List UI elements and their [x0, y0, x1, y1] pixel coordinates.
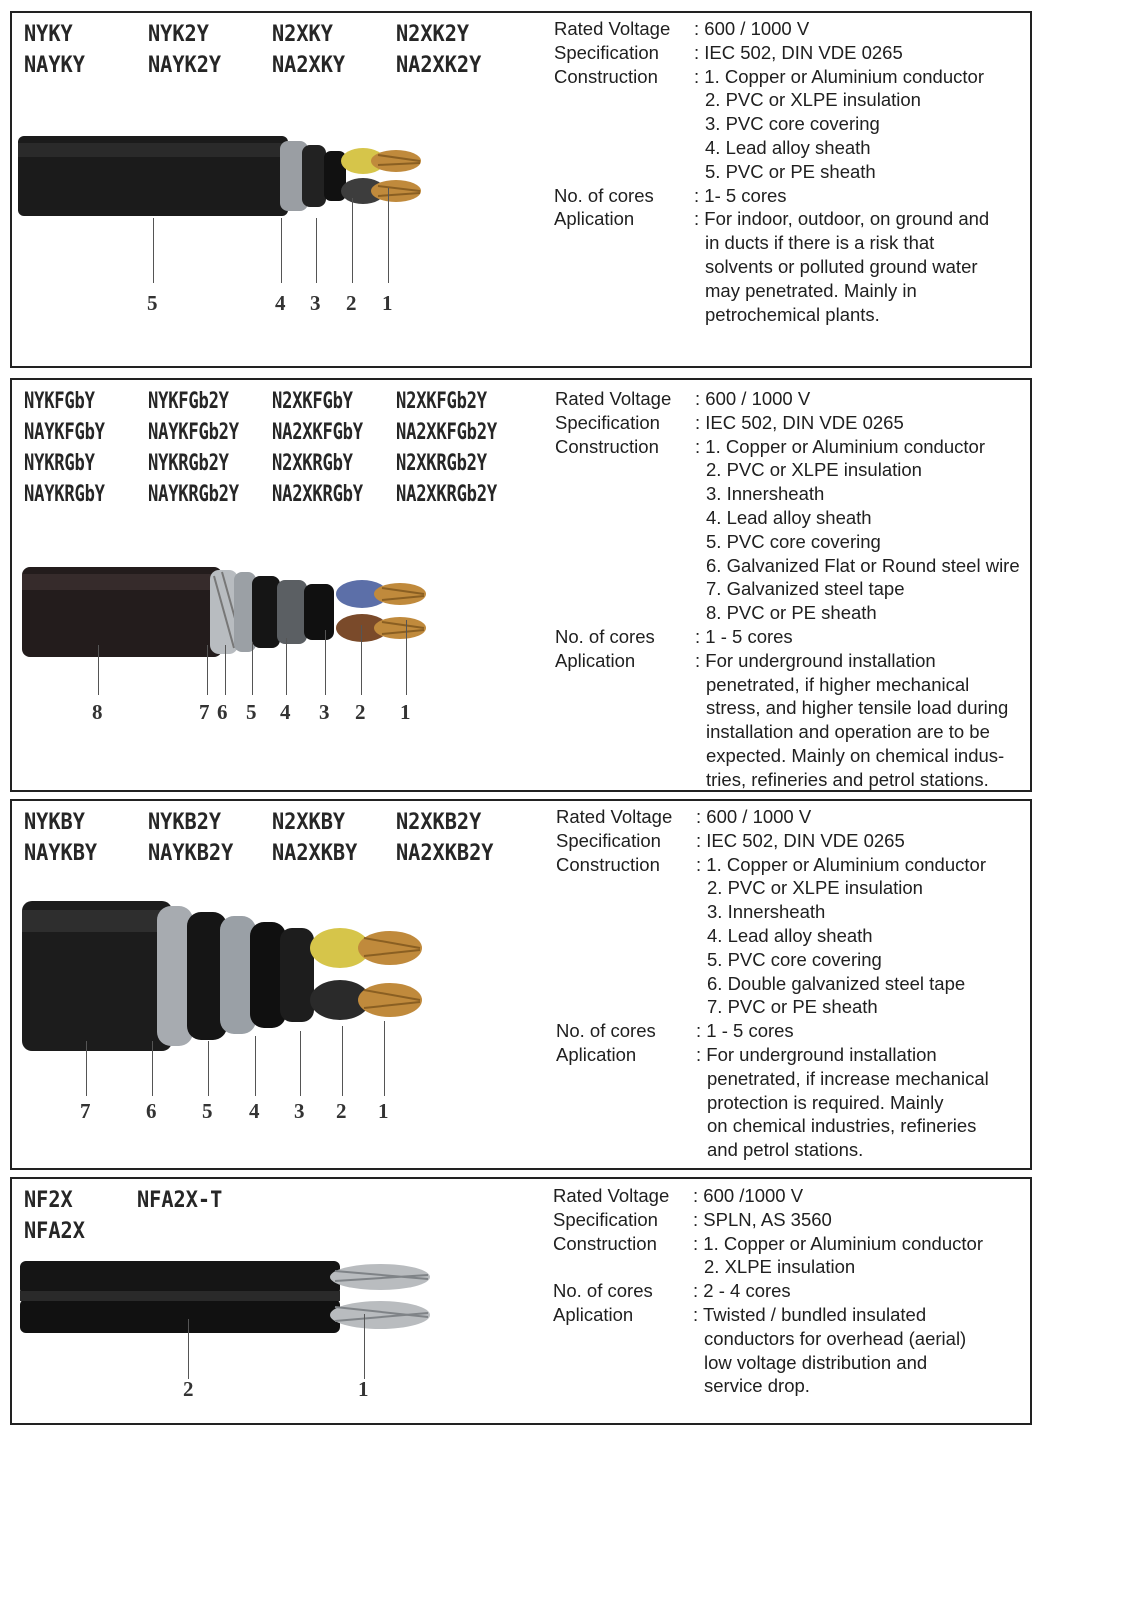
rated-voltage-label: Rated Voltage	[555, 388, 672, 409]
construction-item: 3. PVC core covering	[705, 113, 880, 135]
spec-table	[556, 805, 989, 1162]
application-label: Aplication	[555, 649, 636, 671]
layer-number: 3	[310, 291, 321, 315]
type-code: NAYKBY	[24, 841, 98, 866]
type-code: NA2XKRGbY	[272, 482, 363, 507]
spec-table	[553, 1184, 983, 1398]
rated-voltage-value: : 600 / 1000 V	[695, 388, 811, 409]
application-line: : For underground installation	[695, 649, 936, 671]
cable-cross-section-image	[22, 896, 442, 1056]
layer-number: 1	[400, 700, 411, 724]
application-line: penetrated, if increase mechanical	[707, 1067, 989, 1089]
spec-table	[555, 387, 1020, 792]
layer-number: 2	[355, 700, 366, 724]
layer-number: 6	[217, 700, 228, 724]
type-code: NYKFGb2Y	[148, 389, 229, 414]
layer-number: 7	[80, 1099, 91, 1123]
application-line: : For indoor, outdoor, on ground and	[694, 208, 990, 230]
layer-number: 2	[346, 291, 357, 315]
construction-item: 5. PVC or PE sheath	[705, 160, 876, 182]
type-code: N2XKFGbY	[272, 389, 353, 414]
layer-number: 4	[249, 1099, 260, 1123]
construction-item: 4. Lead alloy sheath	[706, 506, 872, 528]
layer-number: 2	[336, 1099, 347, 1123]
type-code: NA2XKFGb2Y	[396, 420, 497, 445]
cores-label: No. of cores	[556, 1020, 656, 1042]
application-line: installation and operation are to be	[706, 721, 990, 743]
type-code: NAYKFGb2Y	[148, 420, 239, 445]
cores-value: : 1 - 5 cores	[695, 625, 793, 647]
application-line: and petrol stations.	[707, 1139, 864, 1161]
application-label: Aplication	[554, 208, 635, 230]
type-code: NYKB2Y	[148, 810, 222, 835]
construction-item: 4. Lead alloy sheath	[707, 924, 873, 946]
type-code: N2XKY	[272, 22, 333, 47]
application-line: penetrated, if higher mechanical	[706, 673, 970, 695]
rated-voltage-value: : 600 /1000 V	[693, 1185, 804, 1206]
application-line: low voltage distribution and	[704, 1351, 928, 1373]
type-codes	[24, 807, 520, 869]
type-code: NAYKFGbY	[24, 420, 105, 445]
construction-item: 5. PVC core covering	[706, 530, 881, 552]
construction-item: 7. Galvanized steel tape	[706, 578, 905, 600]
specification-label: Specification	[553, 1208, 658, 1230]
application-line: expected. Mainly on chemical indus-	[706, 744, 1005, 766]
type-code: NA2XKY	[272, 53, 346, 78]
type-code: N2XKB2Y	[396, 810, 482, 835]
application-label: Aplication	[556, 1043, 637, 1065]
layer-number: 6	[146, 1099, 157, 1123]
layer-number: 5	[147, 291, 158, 315]
specification-label: Specification	[555, 411, 660, 433]
type-codes	[24, 386, 520, 510]
specification-value: : IEC 502, DIN VDE 0265	[694, 41, 903, 63]
application-line: conductors for overhead (aerial)	[704, 1327, 967, 1349]
layer-number: 5	[246, 700, 257, 724]
type-code: NA2XK2Y	[396, 53, 482, 78]
layer-number: 4	[275, 291, 286, 315]
cable-panel-1	[10, 11, 1032, 368]
application-line: service drop.	[704, 1375, 810, 1397]
type-code: NYKRGb2Y	[148, 451, 229, 476]
application-line: in ducts if there is a risk that	[705, 232, 935, 254]
cable-panel-2	[10, 378, 1032, 792]
cable-cross-section-image	[20, 1257, 440, 1337]
type-code: N2XK2Y	[396, 22, 470, 47]
layer-number: 7	[199, 700, 210, 724]
cores-label: No. of cores	[555, 625, 655, 647]
specification-label: Specification	[554, 41, 659, 63]
cores-label: No. of cores	[553, 1280, 653, 1302]
layer-number: 4	[280, 700, 291, 724]
application-line: : Twisted / bundled insulated	[693, 1303, 927, 1325]
type-code: NA2XKBY	[272, 841, 358, 866]
construction-label: Construction	[556, 853, 660, 875]
layer-number: 8	[92, 700, 103, 724]
construction-label: Construction	[553, 1232, 657, 1254]
type-code: NYKFGbY	[24, 389, 95, 414]
type-code: NF2X	[24, 1188, 73, 1213]
construction-item: : 1. Copper or Aluminium conductor	[696, 853, 986, 875]
rated-voltage-label: Rated Voltage	[556, 806, 673, 827]
specification-label: Specification	[556, 829, 661, 851]
rated-voltage-label: Rated Voltage	[553, 1185, 670, 1206]
cable-cross-section-image	[18, 131, 438, 221]
specification-value: : IEC 502, DIN VDE 0265	[695, 411, 904, 433]
construction-label: Construction	[554, 65, 658, 87]
construction-item: 2. PVC or XLPE insulation	[707, 877, 923, 899]
application-label: Aplication	[553, 1303, 634, 1325]
type-code: NFA2X-T	[137, 1188, 223, 1213]
construction-item: 3. Innersheath	[706, 483, 825, 505]
type-code: NYKBY	[24, 810, 85, 835]
rated-voltage-value: : 600 / 1000 V	[694, 18, 810, 39]
construction-item: 2. XLPE insulation	[704, 1256, 856, 1278]
type-code: NYKY	[24, 22, 73, 47]
application-line: : For underground installation	[696, 1043, 937, 1065]
type-code: NYK2Y	[148, 22, 209, 47]
layer-number: 1	[378, 1099, 389, 1123]
cable-panel-4	[10, 1177, 1032, 1425]
type-code: NAYKB2Y	[148, 841, 234, 866]
type-code: NA2XKRGb2Y	[396, 482, 497, 507]
construction-item: 6. Double galvanized steel tape	[707, 972, 966, 994]
layer-number: 1	[382, 291, 393, 315]
type-code: NAYKRGbY	[24, 482, 105, 507]
construction-item: 4. Lead alloy sheath	[705, 136, 871, 158]
cable-panel-3	[10, 799, 1032, 1170]
type-codes	[24, 1185, 261, 1247]
application-line: stress, and higher tensile load during	[706, 697, 1009, 719]
cores-value: : 2 - 4 cores	[693, 1280, 791, 1302]
application-line: tries, refineries and petrol stations.	[706, 768, 989, 790]
layer-number: 1	[358, 1377, 369, 1401]
construction-item: : 1. Copper or Aluminium conductor	[693, 1232, 983, 1254]
type-code: N2XKBY	[272, 810, 346, 835]
cores-value: : 1 - 5 cores	[696, 1020, 794, 1042]
type-code: NFA2X	[24, 1219, 85, 1244]
spec-table	[554, 17, 989, 326]
application-line: on chemical industries, refineries	[707, 1115, 977, 1137]
construction-item: : 1. Copper or Aluminium conductor	[694, 65, 984, 87]
construction-item: 6. Galvanized Flat or Round steel wire	[706, 554, 1020, 576]
type-code: N2XKRGb2Y	[396, 451, 487, 476]
type-code: N2XKFGb2Y	[396, 389, 487, 414]
cores-label: No. of cores	[554, 184, 654, 206]
layer-number: 3	[294, 1099, 305, 1123]
type-code: NAYKY	[24, 53, 85, 78]
construction-label: Construction	[555, 435, 659, 457]
application-line: may penetrated. Mainly in	[705, 279, 917, 301]
construction-item: : 1. Copper or Aluminium conductor	[695, 435, 985, 457]
cable-cross-section-image	[22, 562, 442, 662]
type-code: NAYKRGb2Y	[148, 482, 239, 507]
type-codes	[24, 19, 520, 81]
layer-number: 5	[202, 1099, 213, 1123]
rated-voltage-label: Rated Voltage	[554, 18, 671, 39]
construction-item: 2. PVC or XLPE insulation	[705, 89, 921, 111]
type-code: NAYK2Y	[148, 53, 222, 78]
application-line: petrochemical plants.	[705, 303, 880, 325]
type-code: N2XKRGbY	[272, 451, 353, 476]
construction-item: 5. PVC core covering	[707, 948, 882, 970]
type-code: NA2XKB2Y	[396, 841, 494, 866]
application-line: protection is required. Mainly	[707, 1091, 944, 1113]
specification-value: : IEC 502, DIN VDE 0265	[696, 829, 905, 851]
construction-item: 7. PVC or PE sheath	[707, 996, 878, 1018]
specification-value: : SPLN, AS 3560	[693, 1208, 832, 1230]
cores-value: : 1- 5 cores	[694, 184, 787, 206]
construction-item: 3. Innersheath	[707, 901, 826, 923]
layer-number: 2	[183, 1377, 194, 1401]
construction-item: 2. PVC or XLPE insulation	[706, 459, 922, 481]
type-code: NA2XKFGbY	[272, 420, 363, 445]
layer-number: 3	[319, 700, 330, 724]
construction-item: 8. PVC or PE sheath	[706, 602, 877, 624]
type-code: NYKRGbY	[24, 451, 95, 476]
rated-voltage-value: : 600 / 1000 V	[696, 806, 812, 827]
application-line: solvents or polluted ground water	[705, 255, 978, 277]
